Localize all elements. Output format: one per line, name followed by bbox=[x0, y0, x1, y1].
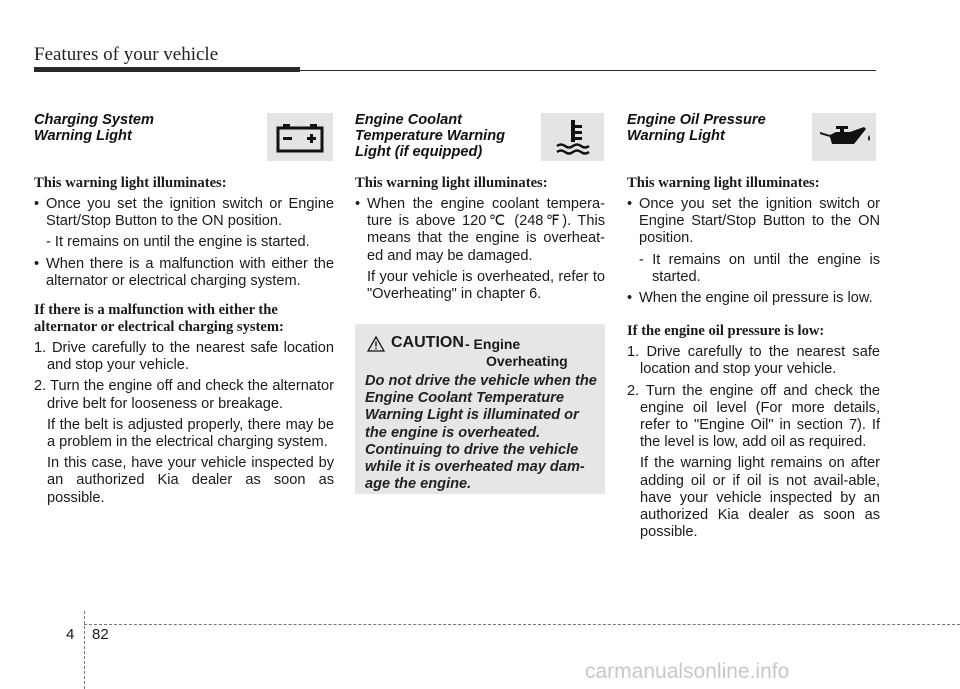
column-oil-pressure bbox=[627, 112, 880, 541]
bullet-item: • Once you set the ignition switch or Engine Start/Stop Button to the ON position. bbox=[34, 196, 334, 230]
chapter-number: 4 bbox=[66, 626, 75, 643]
caution-subject: Overheating bbox=[486, 353, 568, 369]
section-title-charging: Charging System Warning Light bbox=[34, 112, 155, 144]
step-paragraph: If the belt is adjusted properly, there may be a problem in the electrical charging system. bbox=[47, 416, 334, 451]
caution-label: CAUTION bbox=[391, 334, 464, 351]
illuminates-label: This warning light illuminates: bbox=[627, 175, 820, 191]
header-rule-thick bbox=[34, 67, 300, 72]
footer-divider bbox=[84, 611, 85, 689]
step-paragraph: If the warning light remains on after adding oil or if oil is not avail-able, have your vehicle inspected by an authorized Kia dealer as soon as possible. bbox=[640, 455, 880, 541]
watermark: carmanualsonline.info bbox=[585, 660, 790, 683]
footer-rule bbox=[84, 624, 960, 625]
step-item: 1. Drive carefully to the nearest safe location and stop your vehicle. bbox=[34, 340, 334, 374]
step-item: 2. Turn the engine off and check the alternator drive belt for looseness or breakage. bbox=[34, 378, 334, 412]
bullet-item: • When the engine coolant tempera-ture is above 120℃ (248℉). This means that the engine is overheat-ed and may be damaged. bbox=[355, 196, 605, 265]
warning-triangle-icon bbox=[367, 336, 385, 352]
page-number: 82 bbox=[92, 626, 109, 643]
malfunction-heading: If there is a malfunction with either the alternator or electrical charging system: bbox=[34, 302, 284, 336]
step-paragraph: In this case, have your vehicle inspected by an authorized Kia dealer as soon as possible. bbox=[47, 455, 334, 506]
bullet-item: • When there is a malfunction with either the alternator or electrical charging system. bbox=[34, 256, 334, 290]
column-coolant-temperature bbox=[355, 112, 605, 303]
caution-box bbox=[355, 324, 605, 494]
caution-subject: - Engine bbox=[465, 336, 521, 352]
header-rule-thin bbox=[300, 70, 876, 71]
bullet-paragraph: If your vehicle is overheated, refer to "Overheating" in chapter 6. bbox=[367, 268, 605, 303]
illuminates-label: This warning light illuminates: bbox=[355, 175, 548, 191]
sub-item: - It remains on until the engine is started. bbox=[46, 234, 310, 251]
low-pressure-heading: If the engine oil pressure is low: bbox=[627, 323, 825, 340]
sub-item: - It remains on until the engine is started. bbox=[639, 251, 880, 285]
step-item: 2. Turn the engine off and check the engine oil level (For more details, refer to "Engine Oil" in section 7). If the level is low, add oil as required. bbox=[627, 382, 880, 451]
step-item: 1. Drive carefully to the nearest safe location and stop your vehicle. bbox=[627, 344, 880, 378]
column-charging-system bbox=[34, 112, 334, 507]
bullet-item: • When the engine oil pressure is low. bbox=[627, 290, 880, 307]
section-title-coolant: Engine Coolant Temperature Warning Light (if equipped) bbox=[355, 112, 506, 160]
bullet-item: • Once you set the ignition switch or Engine Start/Stop Button to the ON position. bbox=[627, 196, 880, 248]
page-header-title: Features of your vehicle bbox=[34, 44, 219, 65]
section-title-oil-pressure: Engine Oil Pressure Warning Light bbox=[627, 112, 766, 144]
caution-text: Do not drive the vehicle when the Engine Coolant Temperature Warning Light is illuminated or the engine is overheated. Continuing to drive the vehicle while it is overheated may dam-age the engine. bbox=[365, 373, 597, 493]
illuminates-label: This warning light illuminates: bbox=[34, 175, 227, 191]
